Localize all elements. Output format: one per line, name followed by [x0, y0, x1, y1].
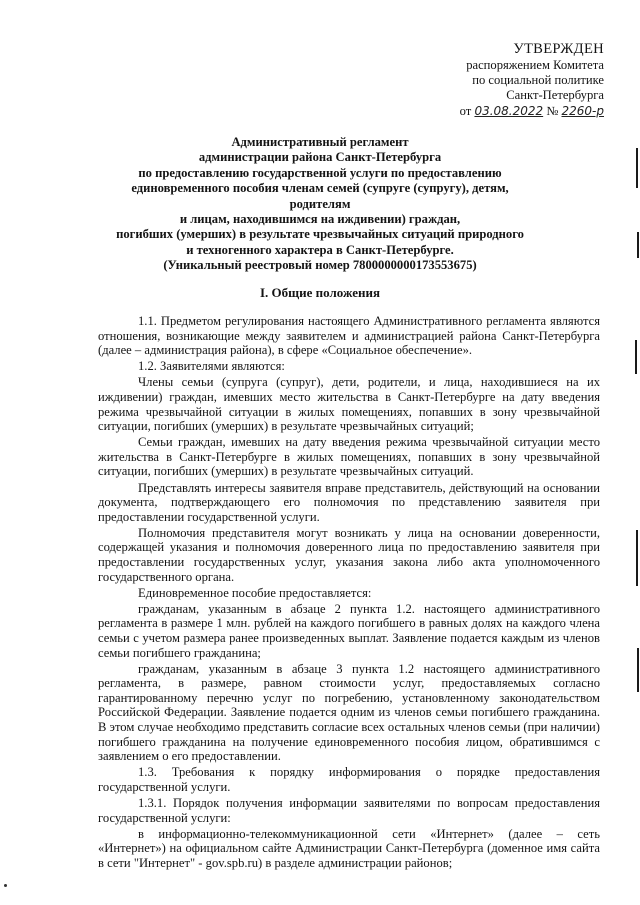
scan-edge-mark — [636, 148, 638, 188]
number-prefix: № — [546, 103, 559, 118]
paragraph: Семьи граждан, имевших на дату введения режима чрезвычайной ситуации место жительства в Санкт-Петербурге в жилых помещениях, попавших в зону чрезвычайной ситуации, погибших (умерших) в результате чрезвычайных ситуаций. — [98, 435, 600, 479]
paragraph: Полномочия представителя могут возникать у лица на основании доверенности, содержащей указания и полномочия доверенного лица по предоставлению заявителя при предоставлении государственных услуг, указания закона либо акта уполномоченного государственного органа. — [98, 525, 600, 584]
handwritten-number: 2260-р — [561, 103, 604, 118]
scan-speck — [4, 884, 7, 887]
title-line: погибших (умерших) в результате чрезвычайных ситуаций природного — [116, 227, 524, 242]
document-title — [100, 135, 540, 274]
paragraph: гражданам, указанным в абзаце 3 пункта 1.2 настоящего административного регламента, в размере, равном стоимости услуг, предоставляемых согласно гарантированному перечню услуг по погребению, установленному законодательством Российской Федерации. Заявление подается одним из членов семьи погибшего гражданина. В этом случае необходимо представить согласие всех остальных членов семьи (при наличии) погибшего гражданина на получение единовременного пособия лицом, обратившимся с заявлением о его предоставлении. — [98, 661, 600, 764]
paragraph: гражданам, указанным в абзаце 2 пункта 1.2. настоящего административного регламента в размере 1 млн. рублей на каждого погибшего в равных долях на каждого члена семьи с учетом размера ранее произведенных выплат. Заявление подается каждым из членов семьи погибшего гражданина; — [98, 601, 600, 660]
approval-line-2: по социальной политике — [472, 73, 604, 88]
section-heading: I. Общие положения — [260, 285, 380, 300]
scan-edge-mark — [635, 340, 637, 374]
scan-edge-mark — [636, 530, 638, 586]
scan-edge-mark — [637, 648, 639, 692]
handwritten-date: 03.08.2022 — [474, 103, 544, 118]
scan-edge-mark — [637, 232, 639, 258]
approval-dateline — [384, 104, 604, 119]
paragraph: 1.3.1. Порядок получения информации заявителями по вопросам предоставления государственной услуги: — [98, 796, 600, 825]
title-line: Административный регламент — [231, 135, 409, 149]
paragraph: Члены семьи (супруга (супруг), дети, родители, и лица, находившиеся на их иждивении) граждан, имевших место жительства в Санкт-Петербурге на дату введения режима чрезвычайной ситуации в жилых помещениях, попавших в зону чрезвычайной ситуации, погибших (умерших) в результате чрезвычайных ситуаций; — [98, 375, 600, 434]
paragraph: Единовременное пособие предоставляется: — [138, 585, 372, 600]
document-body — [98, 314, 600, 872]
title-line: и лицам, находившимся на иждивении) граждан, — [179, 212, 461, 227]
paragraph: 1.1. Предметом регулирования настоящего Административного регламента являются отношения, возникающие между заявителем и администрацией района Санкт-Петербурга (далее – администрация района), в сфере «Социальное обеспечение». — [98, 314, 600, 358]
approval-stamp — [384, 40, 604, 119]
approval-line-3: Санкт-Петербурга — [506, 88, 604, 103]
title-line: (Уникальный реестровый номер 7800000000173553675) — [163, 258, 477, 273]
title-line: администрации района Санкт-Петербурга — [198, 150, 442, 165]
paragraph: 1.3. Требования к порядку информирования о порядке предоставления государственной услуги. — [98, 765, 600, 794]
paragraph: 1.2. Заявителями являются: — [138, 359, 285, 374]
title-line: единовременного пособия членам семей (супруге (супругу), детям, родителям — [131, 181, 509, 211]
title-line: по предоставлению государственной услуги по предоставлению — [138, 165, 502, 180]
paragraph: в информационно-телекоммуникационной сети «Интернет» (далее – сеть «Интернет») на официальном сайте Администрации Санкт-Петербурга (доменное имя сайта в сети "Интернет" - gov.spb.ru) в разделе администрации районов; — [98, 826, 600, 870]
title-line: и техногенного характера в Санкт-Петербурге. — [186, 242, 454, 257]
approval-title: УТВЕРЖДЕН — [513, 41, 604, 57]
approval-line-1: распоряжением Комитета — [466, 58, 604, 72]
paragraph: Представлять интересы заявителя вправе представитель, действующий на основании документа, подтверждающего его полномочия по представлению заявителя при предоставлении государственной услуги. — [98, 480, 600, 524]
date-prefix: от — [459, 103, 472, 118]
